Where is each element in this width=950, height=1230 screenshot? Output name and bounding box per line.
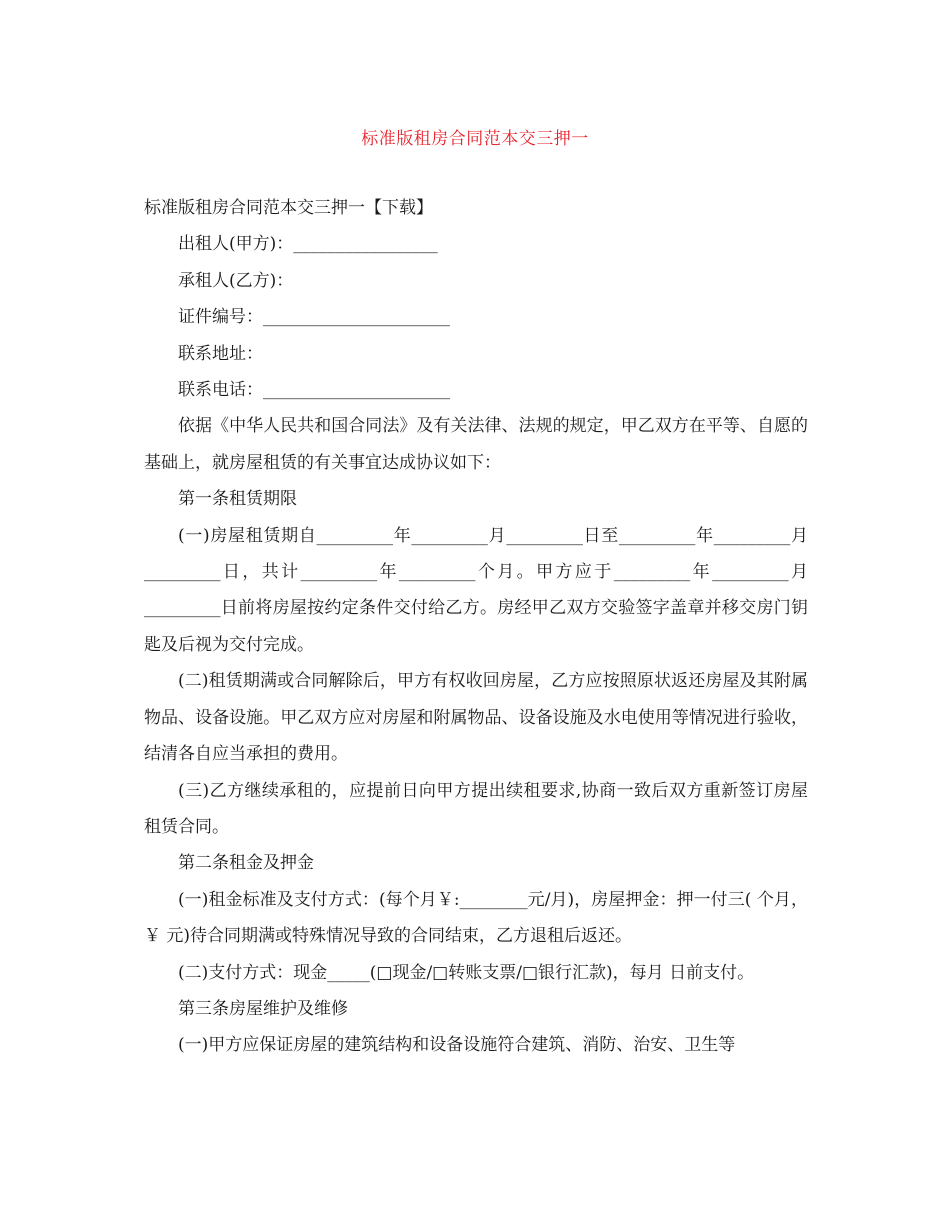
lessee-line: 承租人(乙方)：	[178, 270, 294, 291]
article-3-heading: 第三条房屋维护及维修	[178, 998, 348, 1019]
article-1-clause-1: (一)房屋租赁期自_________年_________月_________日至_________年_________月_________日，共计_________年_________个月。甲方应于_________年_________月_________日前将房屋按约定条件交付给乙方。房经甲乙双方交验签字盖章并移交房门钥匙及后视为交付完成。	[144, 525, 808, 655]
article-2-clause-2: (二)支付方式：现金_____(□现金/□转账支票/□银行汇款)，每月 日前支付。	[178, 962, 755, 983]
id-number-line: 证件编号：______________________	[178, 307, 450, 328]
article-1-clause-3: (三)乙方继续承租的，应提前日向甲方提出续租要求,协商一致后双方重新签订房屋租赁合同。	[144, 780, 808, 837]
subtitle-line: 标准版租房合同范本交三押一【下载】	[144, 198, 433, 218]
phone-line: 联系电话：______________________	[178, 380, 450, 401]
article-1-clause-2: (二)租赁期满或合同解除后，甲方有权收回房屋，乙方应按照原状返还房屋及其附属物品、设备设施。甲乙双方应对房屋和附属物品、设备设施及水电使用等情况进行验收，结清各自应当承担的费用。	[144, 671, 808, 765]
lessor-line: 出租人(甲方)：_________________	[178, 234, 438, 255]
document-title: 标准版租房合同范本交三押一	[361, 129, 589, 149]
article-2-heading: 第二条租金及押金	[178, 853, 314, 874]
address-line: 联系地址：	[178, 343, 263, 364]
preamble-paragraph: 依据《中华人民共和国合同法》及有关法律、法规的规定，甲乙双方在平等、自愿的基础上，就房屋租赁的有关事宜达成协议如下：	[144, 416, 808, 473]
article-1-heading: 第一条租赁期限	[178, 489, 297, 510]
document-body	[144, 190, 808, 1064]
article-2-clause-1: (一)租金标准及支付方式：(每个月￥:________元/月)，房屋押金：押一付三( 个月，￥ 元)待合同期满或特殊情况导致的合同结束，乙方退租后返还。	[144, 889, 808, 947]
article-3-clause-1: (一)甲方应保证房屋的建筑结构和设备设施符合建筑、消防、治安、卫生等	[178, 1035, 736, 1056]
